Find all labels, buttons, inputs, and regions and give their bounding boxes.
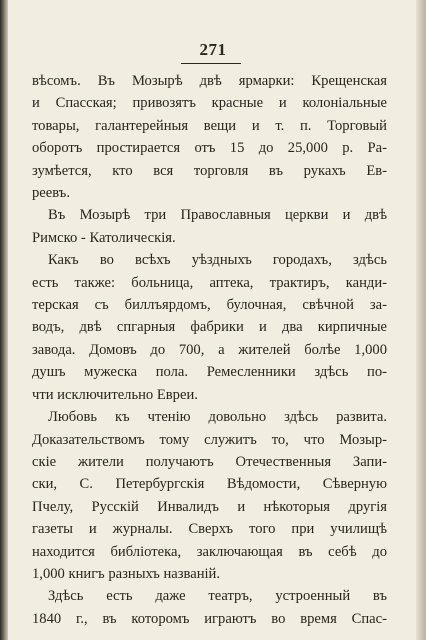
text-line: Какъ во всѣхъ уѣздныхъ городахъ, здѣсь [48,252,387,269]
text-line: терская съ биллъярдомъ, булочная, свѣчной за- [32,297,387,314]
text-line: товары, галантерейныя вещи и т. п. Торговый [32,117,387,134]
page-number-rule [181,63,241,64]
text-line: Здѣсь есть даже театръ, устроенный въ [48,588,387,605]
text-line: 1,000 книгъ разныхъ названій. [32,565,221,582]
text-line: реевъ. [32,185,70,202]
text-line: и Спасская; привозятъ красные и колоніальные [32,95,387,112]
text-line: ски, С. Петербургскія Вѣдомости, Сѣверную [32,476,387,493]
text-line: Въ Мозырѣ три Православныя церкви и двѣ [48,207,387,224]
text-line: зумѣется, кто вся торговля въ рукахъ Ев- [32,162,387,179]
text-line: есть также: больница, аптека, трактиръ, канди- [32,274,387,291]
paragraph [32,70,387,204]
text-line: Доказательствомъ тому служитъ то, что Мозыр- [32,431,387,448]
text-line: скіе жители получаютъ Отечественныя Запи- [32,453,387,470]
text-line: Любовь къ чтенію довольно здѣсь развита. [48,409,387,426]
text-line: вѣсомъ. Въ Мозырѣ двѣ ярмарки: Крещенская [32,73,387,89]
text-line: оборотъ простирается отъ 15 до 25,000 р. Ра- [32,140,387,157]
text-line: находится библіотека, заключающая въ себѣ до [32,543,387,560]
page-binding-shadow [0,0,8,640]
text-line: газеты и журналы. Сверхъ того при училищѣ [32,521,387,538]
paragraph [32,249,387,406]
text-line: Римско - Католическія. [32,229,176,246]
paragraph [32,406,387,585]
text-line: чти исключительно Евреи. [32,386,198,403]
body-text [32,70,387,630]
text-line: завода. Домовъ до 700, а жителей болѣе 1,000 [32,341,387,358]
text-line: душъ мужеска пола. Ремесленники здѣсь по- [32,364,387,381]
text-line: Пчелу, Русскій Инвалидъ и нѣкоторыя другія [32,498,387,515]
paragraph [32,585,387,630]
text-line: водъ, двѣ спгарныя фабрики и два кирпичные [32,319,387,336]
text-line: 1840 г., въ которомъ играютъ во время Спас- [32,610,387,627]
page-edge-shadow [416,0,426,640]
paragraph [32,204,387,249]
page-number: 271 [199,40,227,59]
